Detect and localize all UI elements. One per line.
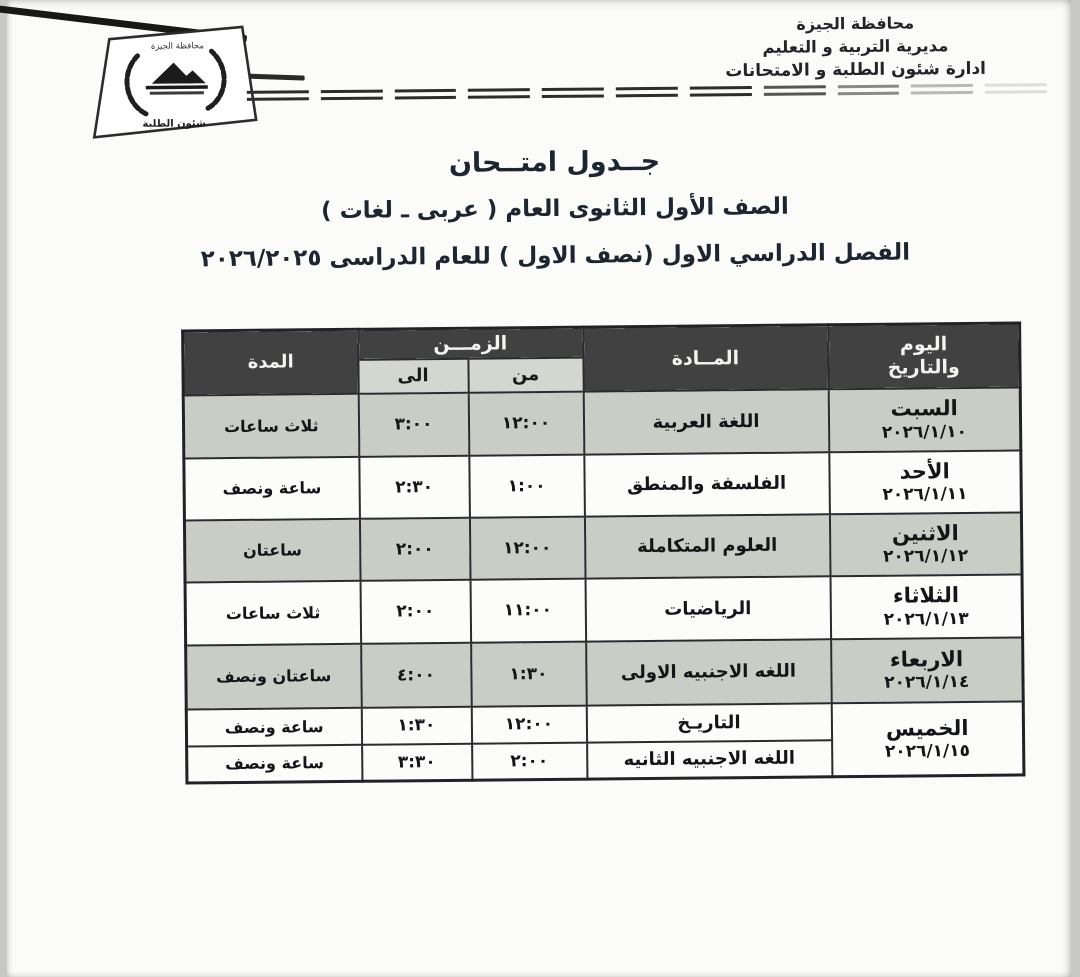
- day-name: الاربعاء: [889, 646, 964, 672]
- col-header-from: من: [468, 357, 583, 392]
- table-row: [185, 574, 1023, 645]
- day-date: ٢٠٢٦/١/١٥: [884, 740, 971, 762]
- day-cell: [831, 701, 1024, 777]
- duration-cell: ساعتان: [184, 518, 360, 582]
- from-cell: ١:٣٠: [471, 641, 587, 706]
- subject-cell: اللغة العربية: [583, 389, 829, 454]
- day-name: الثلاثاء: [892, 583, 960, 609]
- day-date: ٢٠٢٦/١/١١: [882, 484, 968, 505]
- subject-cell: اللغه الاجنبيه الثانيه: [587, 740, 832, 779]
- from-cell: ١:٠٠: [469, 454, 585, 517]
- subject-cell: اللغه الاجنبيه الاولى: [586, 639, 832, 705]
- day-cell: [829, 512, 1022, 576]
- subject-cell: الرياضيات: [585, 576, 831, 641]
- table-row: [186, 701, 1023, 746]
- table-row: [184, 450, 1022, 520]
- day-date: ٢٠٢٦/١/١٢: [882, 546, 969, 567]
- paper-sheet: [7, 0, 1071, 977]
- to-cell: ١:٣٠: [361, 706, 471, 744]
- day-date: ٢٠٢٦/١/١٤: [884, 672, 970, 693]
- duration-cell: ساعة ونصف: [187, 744, 362, 783]
- semester-subtitle: الفصل الدراسي الاول (نصف الاول ) للعام الدراسى ٢٠٢٦/٢٠٢٥: [200, 239, 911, 273]
- from-cell: ١١:٠٠: [470, 578, 586, 642]
- header-separator-rule: [247, 83, 1047, 101]
- day-date: ٢٠٢٦/١/١٠: [881, 421, 968, 443]
- to-cell: ٢:٠٠: [359, 517, 470, 580]
- to-cell: ٤:٠٠: [361, 642, 472, 707]
- table-row: [186, 637, 1024, 709]
- page-content: [3, 0, 1076, 977]
- org-directorate: مديرية التربية و التعليم: [762, 36, 949, 57]
- day-name: الأحد: [899, 459, 950, 484]
- day-name: السبت: [890, 396, 958, 422]
- to-cell: ٣:٠٠: [358, 392, 469, 456]
- to-cell: ٢:٠٠: [360, 579, 471, 643]
- day-cell: [829, 450, 1022, 514]
- subject-cell: الفلسفة والمنطق: [584, 452, 830, 516]
- day-cell: [831, 637, 1024, 703]
- stamp-bottom-text: شئون الطلبة: [142, 118, 206, 130]
- to-cell: ٣:٣٠: [362, 743, 472, 781]
- exam-schedule-table: [181, 321, 1025, 784]
- duration-cell: ساعة ونصف: [184, 456, 360, 520]
- from-cell: ١٢:٠٠: [469, 516, 585, 579]
- duration-cell: ساعة ونصف: [186, 707, 361, 746]
- stamp-top-text: محافظة الجيزة: [150, 41, 204, 52]
- to-cell: ٢:٣٠: [359, 455, 470, 518]
- org-administration: ادارة شئون الطلبة و الامتحانات: [725, 58, 987, 82]
- duration-cell: ثلاث ساعات: [183, 393, 359, 458]
- table-row: [184, 512, 1022, 582]
- duration-cell: ساعتان ونصف: [186, 643, 362, 709]
- org-header: [685, 11, 1026, 83]
- grade-subtitle: الصف الأول الثانوى العام ( عربى ـ لغات ): [320, 193, 789, 225]
- document-titles: [24, 135, 1080, 285]
- subject-cell: التاريـخ: [586, 703, 831, 742]
- col-header-duration: المدة: [183, 329, 359, 395]
- document-title: جــدول امتــحان: [448, 145, 661, 179]
- day-cell: [828, 387, 1021, 452]
- from-cell: ٢:٠٠: [472, 742, 587, 780]
- col-header-time: الزمـــن: [358, 327, 583, 359]
- duration-cell: ثلاث ساعات: [185, 580, 361, 645]
- col-header-subject: المــادة: [583, 325, 829, 391]
- day-cell: [830, 574, 1023, 639]
- org-governorate: محافظة الجيزة: [796, 13, 915, 34]
- day-name: الاثنين: [891, 520, 959, 546]
- table-row: [183, 387, 1021, 458]
- governorate-logo: [85, 23, 268, 147]
- col-header-to: الى: [358, 358, 468, 393]
- day-date: ٢٠٢٦/١/١٣: [883, 608, 969, 630]
- subject-cell: العلوم المتكاملة: [584, 514, 830, 578]
- day-name: الخميس: [885, 715, 969, 741]
- from-cell: ١٢:٠٠: [471, 705, 586, 743]
- col-header-day-date: اليوم والتاريخ: [828, 323, 1021, 389]
- from-cell: ١٢:٠٠: [468, 391, 584, 455]
